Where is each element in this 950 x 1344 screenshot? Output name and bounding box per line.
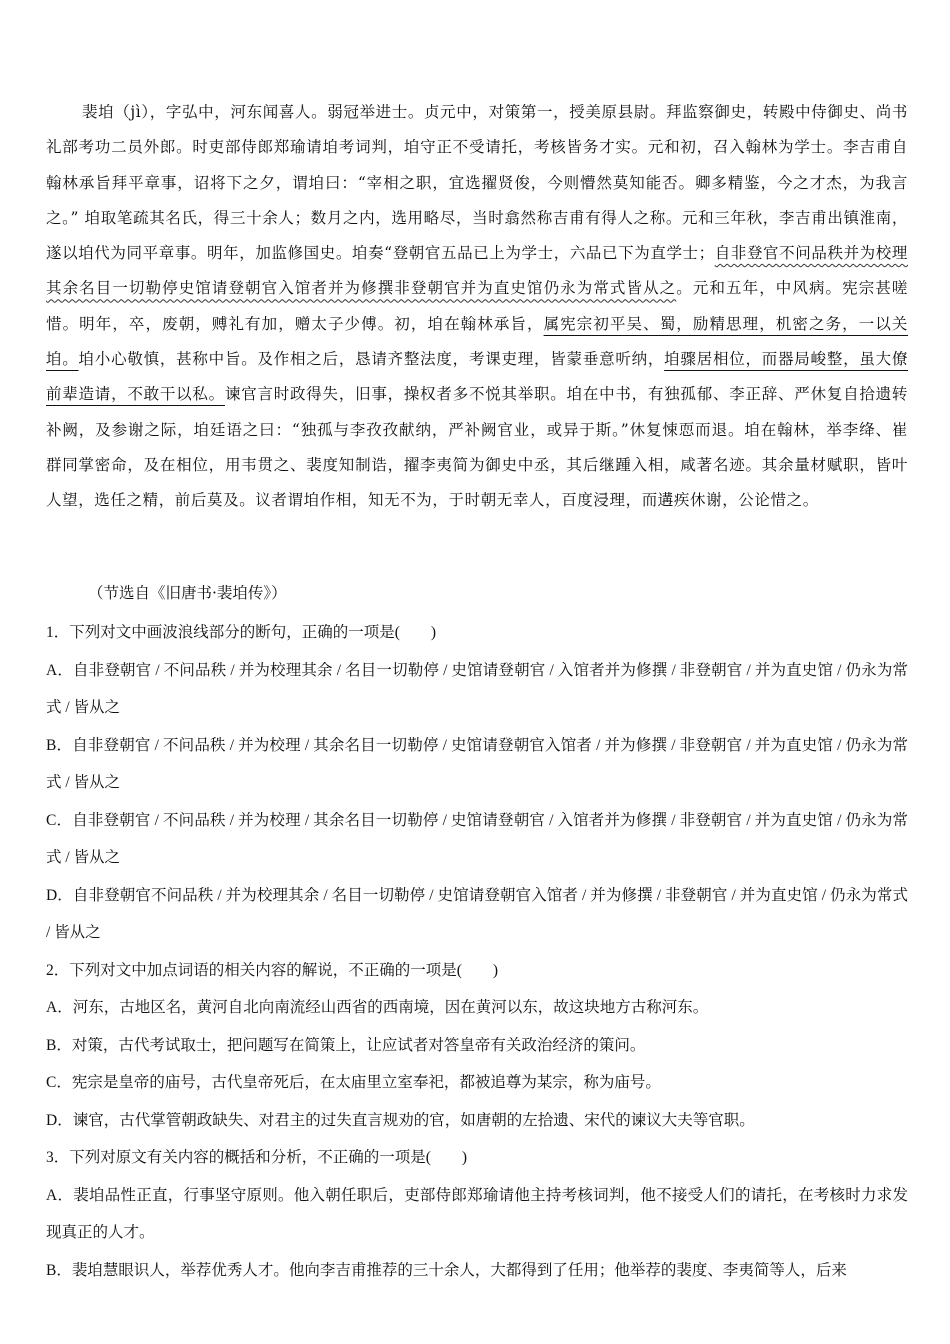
wavy-underlined-sentence: 自非登官不问品秩并为校理其余名目一切勒停史馆请登朝官入馆者并为修撰非登朝官并为直史馆仍永为常式皆从之 — [46, 244, 908, 298]
passage-part-4: 谏官言时政得失，旧事，操权者多不悦其举职。垍在中书，有独孤郁、李正辞、严休复自拾遗转补阙，及参谢之际，垍廷语之曰：“独孤与李孜孜献纳，严补阙官业，或异于斯。”休复悚恧而退。垍在翰林，举李绛、崔群同掌密命，及在相位，用韦贯之、裴度知制诰，擢李夷简为御史中丞，其后继踵入相，咸著名迹。其余量材赋职，皆叶人望，选任之精，前后莫及。议者谓垍作相，知无不为，于时朝无幸人，百度浸理，而遘疾休谢，公论惜之。 — [46, 385, 909, 510]
question-3-stem: 3．下列对原文有关内容的概括和分析，不正确的一项是( ) — [46, 1149, 468, 1166]
underlined-sentence-1: 属宪宗初平吴、蜀，励精思理，机密之务，一以关垍。 — [46, 314, 908, 369]
passage-text — [46, 95, 908, 519]
question-1-stem: 1．下列对文中画波浪线部分的断句，正确的一项是( ) — [46, 624, 437, 641]
underlined-sentence-2: 垍骤居相位，而器局峻整，虽大僚前辈造请，不敢干以私。 — [46, 350, 908, 404]
question-1-option-a: A．自非登朝官 / 不问品秩 / 并为校理其余 / 名目一切勒停 / 史馆请登朝官 / 入馆者并为修撰 / 非登朝官 / 并为直史馆 / 仍永为常式 / 皆从之 — [46, 661, 908, 716]
question-2-option-d: D．谏官，古代掌管朝政缺失、对君主的过失直言规劝的官，如唐朝的左拾遗、宋代的谏议大夫等官职。 — [46, 1111, 755, 1129]
question-1-option-d: D．自非登朝官不问品秩 / 并为校理其余 / 名目一切勒停 / 史馆请登朝官入馆者 / 并为修撰 / 非登朝官 / 并为直史馆 / 仍永为常式 / 皆从之 — [46, 886, 908, 941]
passage-part-3: 垍小心敬慎，甚称中旨。及作相之后，恳请齐整法度，考课吏理，皆蒙垂意听纳， — [78, 350, 665, 369]
question-2-stem: 2．下列对文中加点词语的相关内容的解说，不正确的一项是( ) — [46, 961, 499, 979]
question-1-option-c: C．自非登朝官 / 不问品秩 / 并为校理 / 其余名目一切勒停 / 史馆请登朝官 / 入馆者并为修撰 / 非登朝官 / 并为直史馆 / 仍永为常式 / 皆从之 — [46, 811, 908, 866]
passage-part-1: 裴垍（jì），字弘中，河东闻喜人。弱冠举进士。贞元中，对策第一，授美原县尉。拜监察御史，转殿中侍御史、尚书礼部考功二员外郎。时吏部侍郎郑瑜请垍考词判，垍守正不受请托，考核皆务才实。元和初，召入翰林为学士。李吉甫自翰林承旨拜平章事，诏将下之夕，谓垍曰：“宰相之职，宜选擢贤俊，今则懵然莫知能否。卿多精鉴，今之才杰，为我言之。” 垍取笔疏其名氏，得三十余人；数月之内，选用略尽，当时翕然称吉甫有得人之称。元和三年秋，李吉甫出镇淮南，遂以垍代为同平章事。明年，加监修国史。垍奏“登朝官五品已上为学士，六品已下为直学士； — [46, 103, 908, 263]
question-1-option-b: B．自非登朝官 / 不问品秩 / 并为校理 / 其余名目一切勒停 / 史馆请登朝官入馆者 / 并为修撰 / 非登朝官 / 并为直史馆 / 仍永为常式 / 皆从之 — [46, 736, 908, 791]
question-2-option-b: B．对策，古代考试取士，把问题写在简策上，让应试者对答皇帝有关政治经济的策问。 — [46, 1036, 646, 1054]
question-3-option-a: A．裴垍品性正直，行事坚守原则。他入朝任职后，吏部侍郎郑瑜请他主持考核词判，他不接受人们的请托，在考核时力求发现真正的人才。 — [46, 1186, 908, 1241]
question-2-option-a: A．河东，古地区名，黄河自北向南流经山西省的西南境，因在黄河以东，故这块地方古称河东。 — [46, 999, 709, 1016]
question-3-option-b: B．裴垍慧眼识人，举荐优秀人才。他向李吉甫推荐的三十余人，大都得到了任用；他举荐的裴度、李夷简等人，后来 — [46, 1261, 847, 1279]
question-list — [46, 614, 908, 1289]
passage-source: （节选自《旧唐书·裴垍传》） — [88, 584, 287, 602]
passage-part-2: 。元和五年，中风病。宪宗甚嗟惜。明年，卒，废朝，赙礼有加，赠太子少傅。初，垍在翰林承旨， — [46, 279, 908, 333]
question-2-option-c: C．宪宗是皇帝的庙号，古代皇帝死后，在太庙里立室奉祀，都被追尊为某宗，称为庙号。 — [46, 1074, 661, 1091]
